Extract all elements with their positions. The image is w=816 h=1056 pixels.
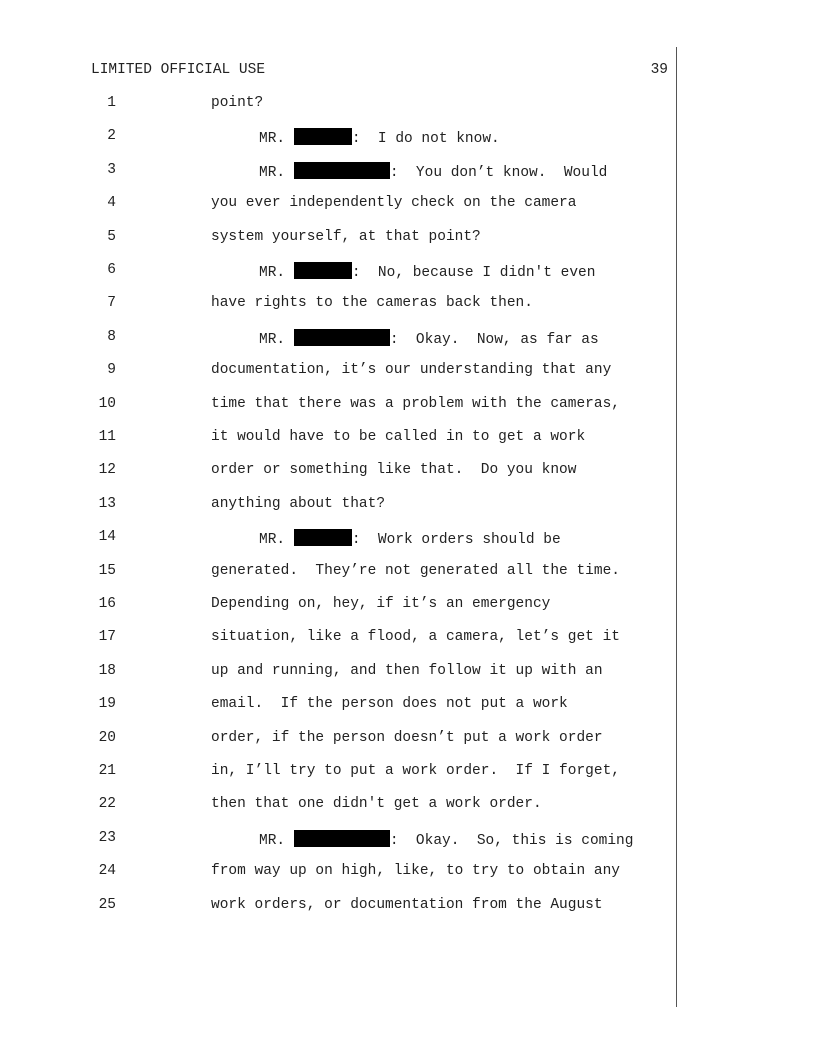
- page-number: 39: [650, 62, 668, 78]
- transcript-line: [0, 262, 680, 282]
- redaction-box: [294, 262, 352, 279]
- speaker-title: MR.: [259, 265, 294, 281]
- line-text: situation, like a flood, a camera, let’s get it: [211, 629, 620, 646]
- line-number: 6: [107, 262, 116, 278]
- redaction-box: [294, 329, 390, 346]
- transcript-line: [0, 295, 680, 315]
- line-text: you ever independently check on the camera: [211, 195, 577, 212]
- transcript-line: [0, 863, 680, 883]
- transcript-line: [0, 362, 680, 382]
- line-text: Depending on, hey, if it’s an emergency: [211, 596, 551, 612]
- line-text: anything about that?: [211, 495, 386, 512]
- classification-label: LIMITED OFFICIAL USE: [91, 62, 266, 78]
- transcript-line: [0, 696, 680, 716]
- speech-text: : Okay. Now, as far as: [389, 331, 599, 348]
- line-number: 23: [98, 829, 116, 846]
- transcript-line: [0, 663, 680, 683]
- line-text: documentation, it’s our understanding that any: [211, 362, 612, 379]
- line-text: point?: [211, 95, 264, 111]
- transcript-line: [0, 763, 680, 783]
- line-number: 11: [98, 429, 116, 445]
- speaker-line: [259, 162, 607, 181]
- transcript-line: [0, 396, 680, 416]
- transcript-line: [0, 195, 680, 215]
- line-text: work orders, or documentation from the August: [211, 896, 603, 913]
- line-text: time that there was a problem with the cameras,: [211, 395, 620, 412]
- line-text: from way up on high, like, to try to obtain any: [211, 863, 620, 880]
- transcript-line: [0, 596, 680, 616]
- speech-text: : Work orders should be: [351, 532, 561, 549]
- redaction-box: [294, 529, 352, 546]
- line-text: email. If the person does not put a work: [211, 696, 568, 713]
- line-number: 5: [107, 228, 116, 245]
- speaker-line: [259, 128, 500, 147]
- transcript-line: [0, 529, 680, 549]
- line-number: 10: [98, 395, 116, 412]
- line-number: 21: [98, 763, 116, 779]
- transcript-line: [0, 462, 680, 482]
- line-number: 2: [107, 128, 116, 145]
- transcript-line: [0, 730, 680, 750]
- line-text: then that one didn't get a work order.: [211, 796, 542, 813]
- line-number: 4: [107, 195, 116, 212]
- speaker-title: MR.: [259, 131, 294, 148]
- speaker-title: MR.: [259, 832, 294, 849]
- redaction-box: [294, 162, 390, 179]
- transcript-line: [0, 830, 680, 850]
- line-text: system yourself, at that point?: [211, 228, 481, 245]
- speaker-line: [259, 329, 599, 348]
- transcript-line: [0, 329, 680, 349]
- line-number: 25: [98, 896, 116, 913]
- redaction-box: [294, 128, 352, 145]
- line-number: 16: [98, 596, 116, 612]
- line-number: 7: [107, 295, 116, 312]
- speaker-title: MR.: [259, 331, 294, 348]
- line-text: up and running, and then follow it up with an: [211, 662, 603, 679]
- line-number: 9: [107, 362, 116, 379]
- speech-text: : No, because I didn't even: [351, 265, 596, 281]
- transcript-line: [0, 229, 680, 249]
- speaker-line: [259, 830, 633, 849]
- line-number: 15: [98, 562, 116, 579]
- transcript-line: [0, 897, 680, 917]
- line-number: 3: [107, 161, 116, 178]
- transcript-line: [0, 796, 680, 816]
- line-number: 17: [98, 629, 116, 646]
- line-number: 14: [98, 529, 116, 546]
- redaction-box: [294, 830, 390, 847]
- transcript-line: [0, 429, 680, 449]
- line-number: 18: [98, 662, 116, 679]
- line-text: have rights to the cameras back then.: [211, 295, 533, 312]
- transcript-line: [0, 162, 680, 182]
- transcript-line: [0, 95, 680, 115]
- speech-text: : You don’t know. Would: [389, 164, 608, 181]
- speaker-title: MR.: [259, 532, 294, 549]
- page-header: [91, 62, 668, 82]
- line-number: 1: [107, 95, 116, 111]
- line-number: 19: [98, 696, 116, 713]
- speaker-line: [259, 262, 595, 281]
- speaker-line: [259, 529, 561, 548]
- line-text: it would have to be called in to get a work: [211, 429, 586, 445]
- transcript-line: [0, 563, 680, 583]
- line-text: order, if the person doesn’t put a work order: [211, 729, 603, 746]
- speech-text: : Okay. So, this is coming: [389, 832, 634, 849]
- transcript-line: [0, 128, 680, 148]
- speech-text: : I do not know.: [351, 131, 500, 148]
- transcript-line: [0, 629, 680, 649]
- line-number: 13: [98, 495, 116, 512]
- line-number: 24: [98, 863, 116, 880]
- line-number: 8: [107, 328, 116, 345]
- speaker-title: MR.: [259, 164, 294, 181]
- line-text: generated. They’re not generated all the time.: [211, 562, 620, 579]
- line-number: 20: [98, 729, 116, 746]
- transcript-line: [0, 496, 680, 516]
- line-text: order or something like that. Do you know: [211, 462, 577, 479]
- line-text: in, I’ll try to put a work order. If I forget,: [211, 763, 620, 779]
- line-number: 22: [98, 796, 116, 813]
- line-number: 12: [98, 462, 116, 479]
